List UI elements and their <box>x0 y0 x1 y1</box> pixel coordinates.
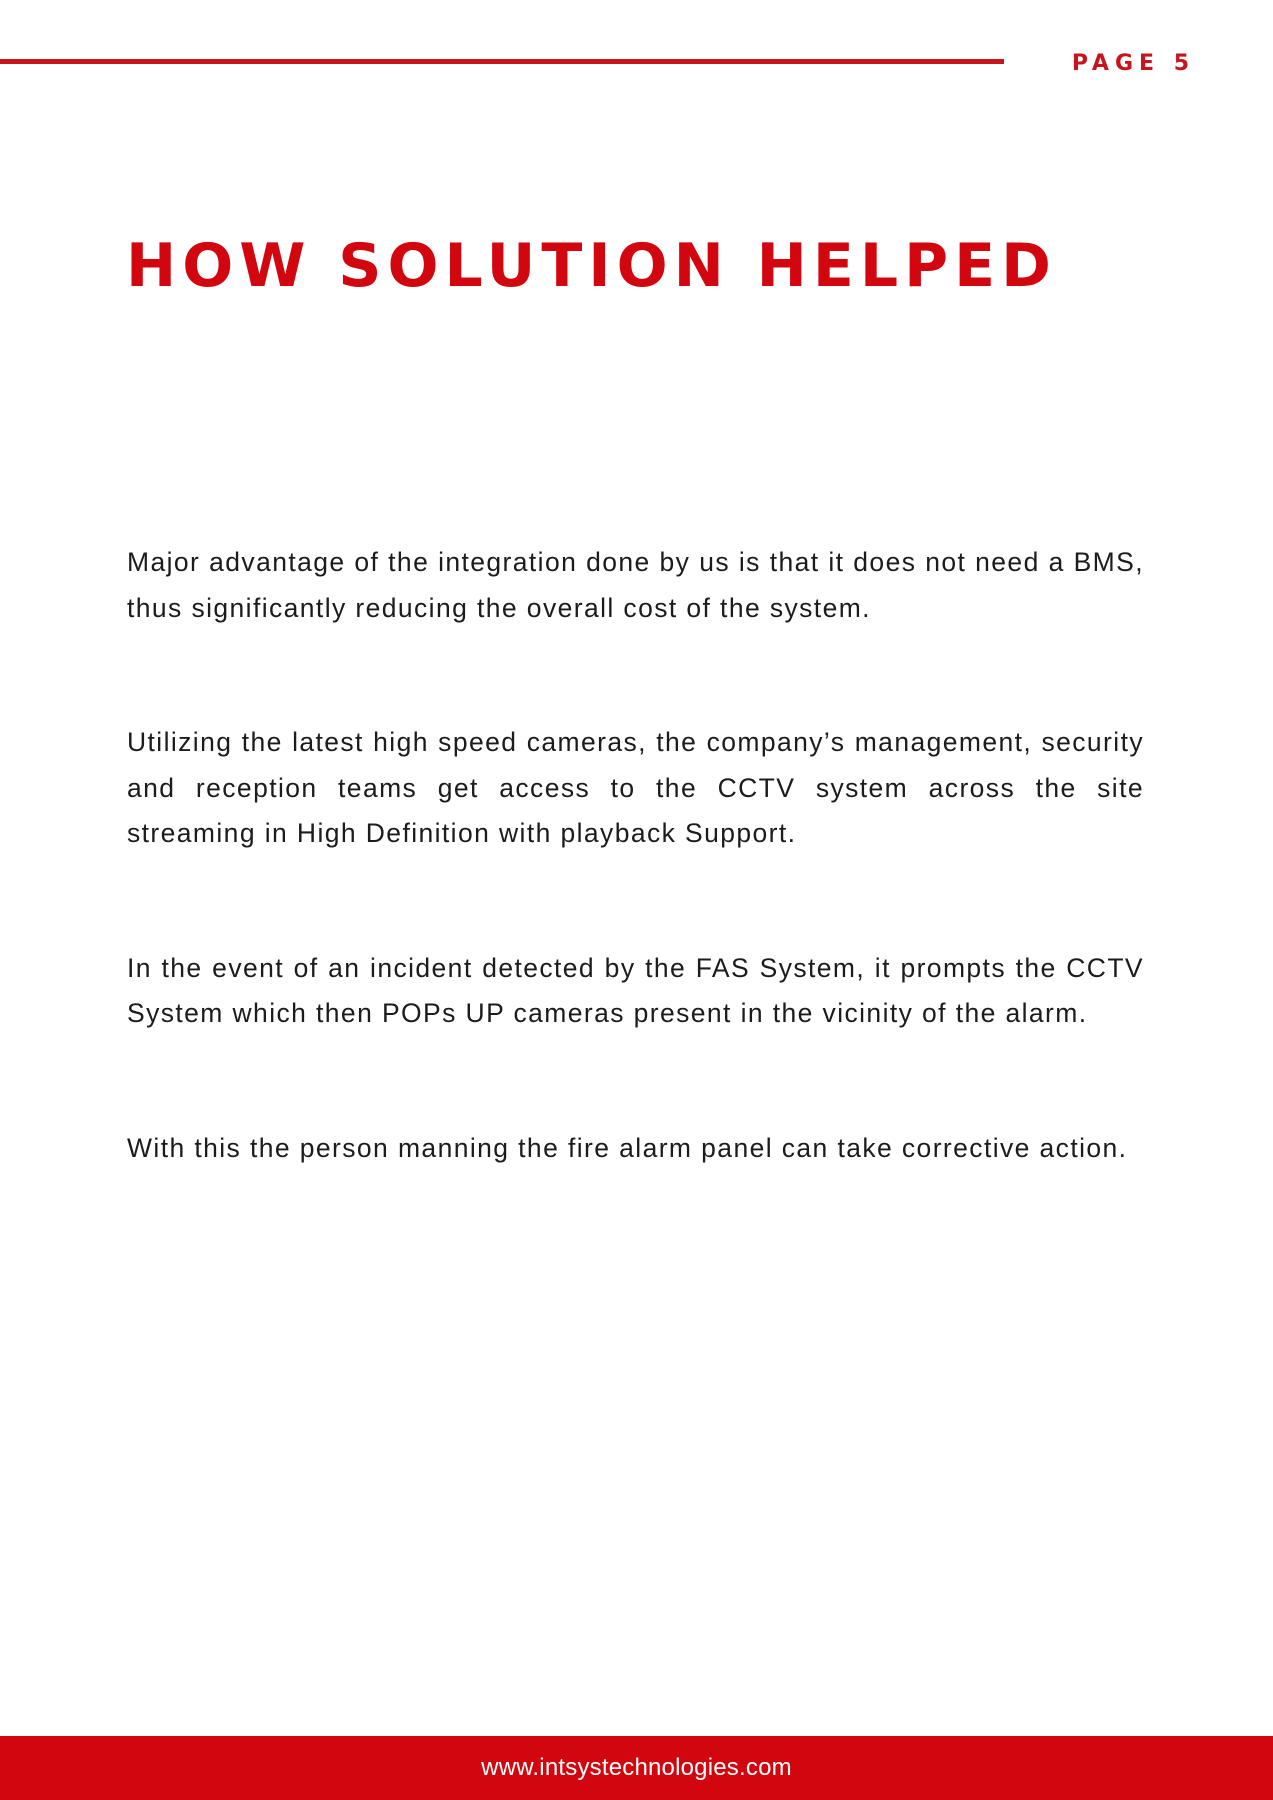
paragraph-cctv-access: Utilizing the latest high speed cameras, the company’s management, security and reception teams get access to the CCTV system across the site streaming in High Definition with playback Support. <box>127 727 1144 848</box>
body-content <box>127 540 1144 1260</box>
footer-bar <box>0 1736 1273 1800</box>
paragraph-fas-incident: In the event of an incident detected by the FAS System, it prompts the CCTV System which then POPs UP cameras present in the vicinity of the alarm. <box>127 952 1144 1028</box>
paragraph-bms-advantage: Major advantage of the integration done by us is that it does not need a BMS, thus significantly reducing the overall cost of the system. <box>127 547 1144 623</box>
page-title: HOW SOLUTION HELPED <box>126 231 1057 301</box>
footer-website-link[interactable]: www.intsystechnologies.com <box>481 1754 792 1781</box>
page-number: PAGE 5 <box>1071 51 1195 76</box>
header-rule <box>0 59 1004 64</box>
paragraph-corrective-action: With this the person manning the fire alarm panel can take corrective action. <box>127 1132 1128 1163</box>
